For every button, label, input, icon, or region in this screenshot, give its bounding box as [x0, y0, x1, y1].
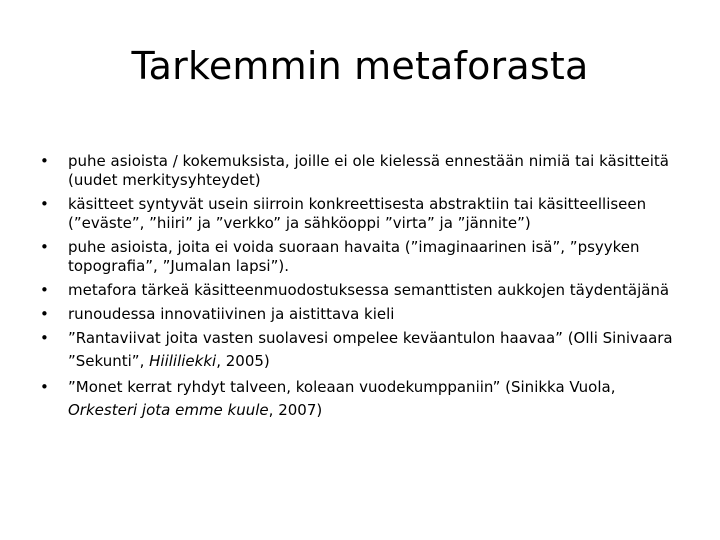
bullet-dot-icon: •: [40, 152, 49, 170]
bullet-item: [40, 152, 680, 190]
quote-source: (Sinikka Vuola,: [505, 378, 616, 396]
quote-source: (Olli Sinivaara ”Sekunti”,: [68, 329, 673, 370]
bullet-item-quote: [40, 376, 680, 422]
bullet-text: puhe asioista, joita ei voida suoraan havaita (”imaginaarinen isä”, ”psyyken topografia”, ”Jumalan lapsi”).: [68, 238, 640, 275]
quote-work-title: Orkesteri jota emme kuule: [68, 401, 269, 419]
quote-year: , 2005): [216, 352, 270, 370]
bullet-text: puhe asioista / kokemuksista, joille ei ole kielessä ennestään nimiä tai käsitteitä (uudet merkitysyhteydet): [68, 152, 669, 189]
slide-title: Tarkemmin metaforasta: [131, 44, 589, 88]
quote-text: ”Monet kerrat ryhdyt talveen, koleaan vuodekumppaniin”: [68, 378, 501, 396]
bullet-item: [40, 195, 680, 233]
quote-work-title: Hiililiekki: [149, 352, 217, 370]
bullet-text: runoudessa innovatiivinen ja aistittava kieli: [68, 305, 395, 323]
bullet-dot-icon: •: [40, 238, 49, 256]
bullet-dot-icon: •: [40, 195, 49, 213]
bullet-text: käsitteet syntyvät usein siirroin konkreettisesta abstraktiin tai käsitteelliseen (”eväste”, ”hiiri” ja ”verkko” ja sähköoppi ”virta” ja ”jännite”): [68, 195, 647, 232]
bullet-list: [40, 152, 680, 422]
bullet-item: [40, 305, 680, 324]
bullet-dot-icon: •: [40, 281, 49, 299]
bullet-dot-icon: •: [40, 305, 49, 323]
bullet-item-quote: [40, 327, 680, 373]
bullet-item: [40, 238, 680, 276]
bullet-dot-icon: •: [40, 378, 49, 396]
bullet-text: metafora tärkeä käsitteenmuodostuksessa semanttisten aukkojen täydentäjänä: [68, 281, 670, 299]
quote-year: , 2007): [268, 401, 323, 419]
quote-text: ”Rantaviivat joita vasten suolavesi ompelee keväantulon haavaa”: [68, 329, 563, 347]
bullet-item: [40, 281, 680, 300]
bullet-dot-icon: •: [40, 329, 49, 347]
